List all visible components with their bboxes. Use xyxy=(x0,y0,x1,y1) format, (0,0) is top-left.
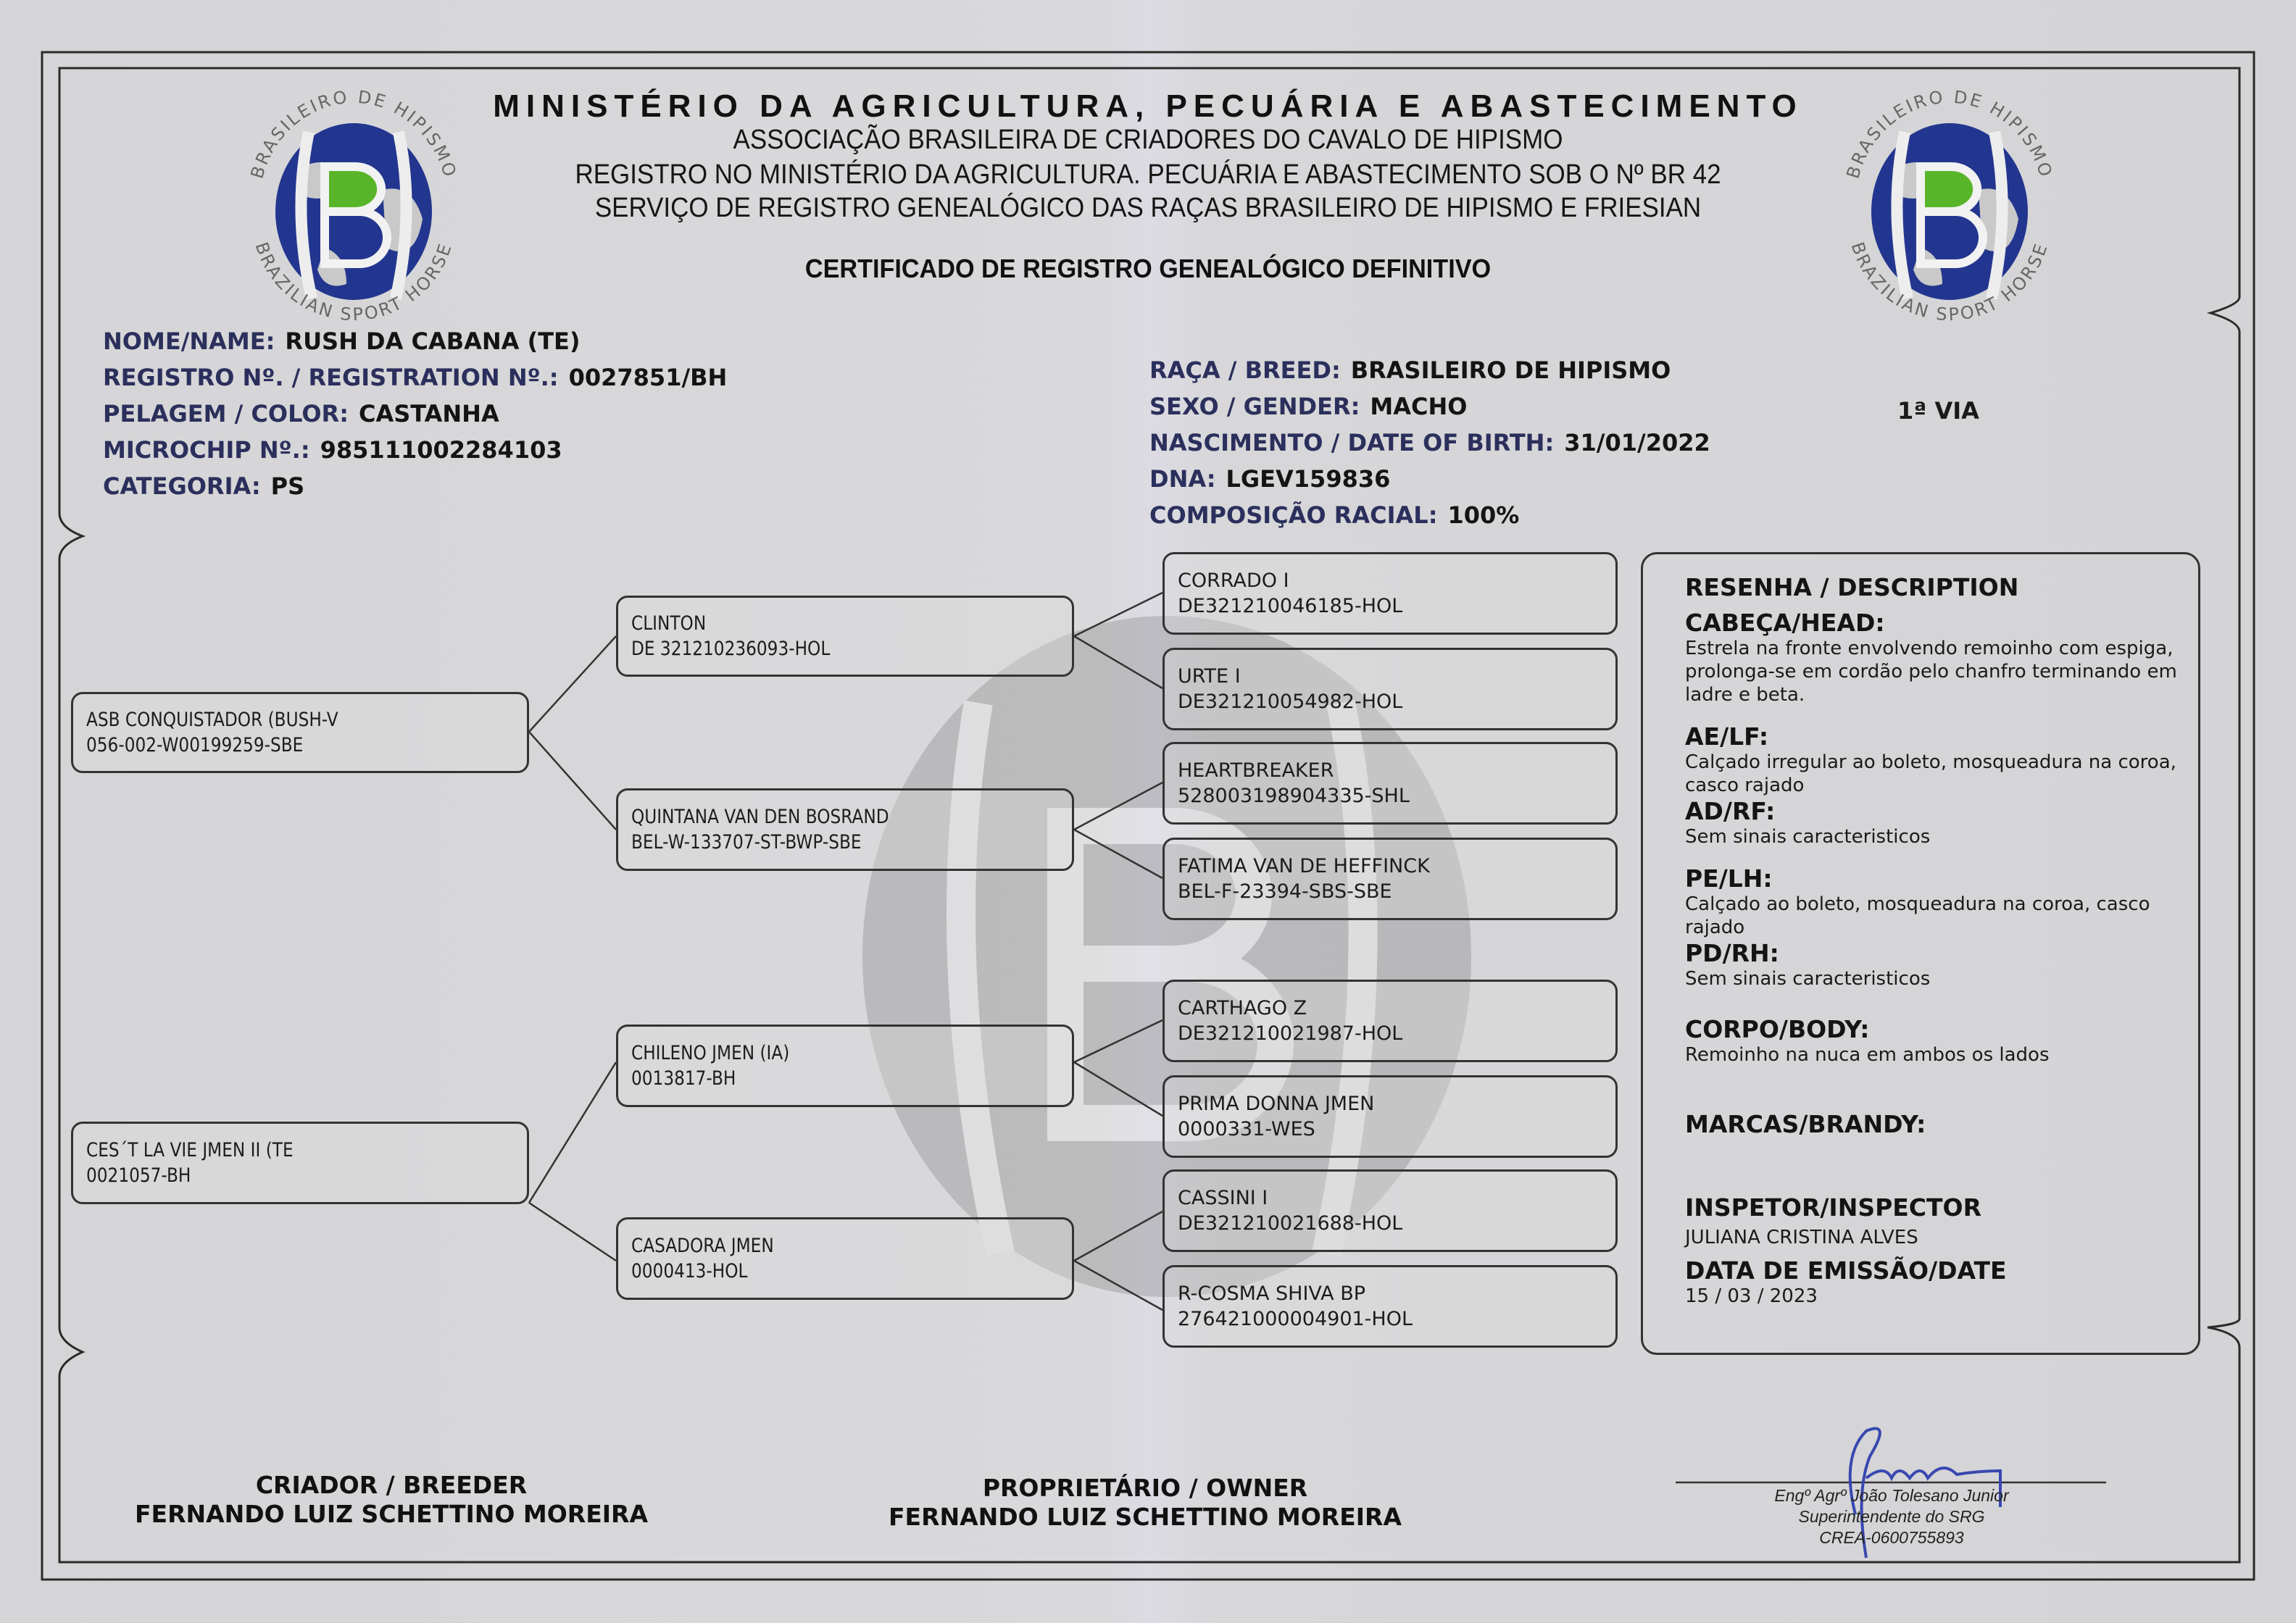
pedigree-ggp-1 xyxy=(1162,552,1618,635)
section-text: Calçado irregular ao boleto, mosqueadura na coroa, casco rajado xyxy=(1685,751,2176,796)
section-heading: MARCAS/BRANDY: xyxy=(1685,1110,1926,1138)
pedigree-name: CASSINI I xyxy=(1178,1187,1268,1209)
svg-text:BRASILEIRO DE HIPISMO: BRASILEIRO DE HIPISMO xyxy=(1842,86,2057,181)
field-value: 100% xyxy=(1447,501,1520,529)
breeder-block xyxy=(116,1471,667,1529)
pedigree-name: CORRADO I xyxy=(1178,569,1289,592)
field-label: SEXO / GENDER: xyxy=(1149,393,1360,420)
field-value: RUSH DA CABANA (TE) xyxy=(285,327,581,355)
field-name xyxy=(103,327,581,355)
section-heading: PE/LH: xyxy=(1685,864,1773,893)
breeder-label: CRIADOR / BREEDER xyxy=(255,1471,528,1499)
pedigree-reg: DE321210021987-HOL xyxy=(1178,1022,1403,1045)
owner-block xyxy=(870,1474,1421,1532)
field-value: 985111002284103 xyxy=(320,436,562,464)
pedigree-reg: 0000331-WES xyxy=(1178,1118,1315,1140)
field-value: BRASILEIRO DE HIPISMO xyxy=(1350,356,1671,384)
pedigree-reg: BEL-F-23394-SBS-SBE xyxy=(1178,880,1392,903)
pedigree-name: FATIMA VAN DE HEFFINCK xyxy=(1178,855,1430,877)
pedigree-ggp-2 xyxy=(1162,648,1618,730)
pedigree-name: ASB CONQUISTADOR (BUSH-V xyxy=(86,709,338,731)
pedigree-name: CES´T LA VIE JMEN II (TE xyxy=(86,1139,294,1161)
field-label: NOME/NAME: xyxy=(103,327,275,355)
section-heading: AD/RF: xyxy=(1685,797,1776,825)
copy-indicator: 1ª VIA xyxy=(1897,397,1979,425)
field-color xyxy=(103,400,499,427)
pedigree-reg: 528003198904335-SHL xyxy=(1178,785,1410,807)
registry-line: REGISTRO NO MINISTÉRIO DA AGRICULTURA. PECUÁRIA E ABASTECIMENTO SOB O Nº BR 42 xyxy=(575,159,1721,190)
pedigree-ggp-8 xyxy=(1162,1265,1618,1348)
pedigree-reg: DE321210021688-HOL xyxy=(1178,1212,1403,1235)
field-label: DNA: xyxy=(1149,465,1216,493)
signatory-name: Engº Agrº João Tolesano Junior xyxy=(1774,1486,2009,1505)
pedigree-ggp-7 xyxy=(1162,1169,1618,1252)
description-title: RESENHA / DESCRIPTION xyxy=(1685,573,2019,601)
field-category xyxy=(103,472,304,500)
field-label: RAÇA / BREED: xyxy=(1149,356,1341,384)
association-line: ASSOCIAÇÃO BRASILEIRA DE CRIADORES DO CAVALO DE HIPISMO xyxy=(733,125,1563,155)
field-dna xyxy=(1149,465,1390,493)
pedigree-name: URTE I xyxy=(1178,665,1241,688)
signatory-title: Superintendente do SRG xyxy=(1798,1507,1985,1526)
pedigree-name: CASADORA JMEN xyxy=(631,1235,774,1257)
inspector-label: INSPETOR/INSPECTOR xyxy=(1685,1193,1982,1222)
description-panel xyxy=(1641,552,2200,1355)
inspector-name: JULIANA CRISTINA ALVES xyxy=(1685,1227,1918,1248)
pedigree-ggp-3 xyxy=(1162,742,1618,825)
signatory-crea: CREA-0600755893 xyxy=(1819,1528,1964,1547)
pedigree-reg: 276421000004901-HOL xyxy=(1178,1308,1413,1330)
section-heading: AE/LF: xyxy=(1685,722,1769,751)
pedigree-name: R-COSMA SHIVA BP xyxy=(1178,1282,1366,1305)
pedigree-name: QUINTANA VAN DEN BOSRAND xyxy=(631,806,889,828)
pedigree-sire-dam xyxy=(616,788,1074,871)
pedigree-name: CHILENO JMEN (IA) xyxy=(631,1042,790,1064)
field-label: PELAGEM / COLOR: xyxy=(103,400,349,427)
svg-text:BRAZILIAN SPORT HORSE: BRAZILIAN SPORT HORSE xyxy=(251,239,457,325)
pedigree-dam xyxy=(71,1122,529,1204)
pedigree-reg: DE321210046185-HOL xyxy=(1178,595,1403,617)
field-microchip xyxy=(103,436,562,464)
pedigree-reg: 056-002-W00199259-SBE xyxy=(86,734,304,756)
section-text: Calçado ao boleto, mosqueadura na coroa, casco rajado xyxy=(1685,893,2150,938)
field-date-of-birth xyxy=(1149,429,1710,456)
section-text: Sem sinais caracteristicos xyxy=(1685,968,1931,990)
svg-text:BRASILEIRO DE HIPISMO: BRASILEIRO DE HIPISMO xyxy=(246,86,461,181)
certificate-title: CERTIFICADO DE REGISTRO GENEALÓGICO DEFINITIVO xyxy=(804,254,1492,283)
field-breed xyxy=(1149,356,1671,384)
pedigree-reg: DE 321210236093-HOL xyxy=(631,638,831,660)
pedigree-reg: 0000413-HOL xyxy=(631,1260,748,1282)
pedigree-reg: DE321210054982-HOL xyxy=(1178,690,1403,713)
section-text: Remoinho na nuca em ambos os lados xyxy=(1685,1044,2050,1066)
issue-date-value: 15 / 03 / 2023 xyxy=(1685,1285,1818,1307)
field-label: MICROCHIP Nº.: xyxy=(103,436,310,464)
section-heading: CABEÇA/HEAD: xyxy=(1685,609,1885,637)
owner-label: PROPRIETÁRIO / OWNER xyxy=(982,1474,1308,1502)
pedigree-reg: 0021057-BH xyxy=(86,1164,191,1187)
section-text: Estrela na fronte envolvendo remoinho com espiga, prolonga-se em cordão pelo chanfro terminando em ladre e beta. xyxy=(1685,638,2177,706)
field-label: NASCIMENTO / DATE OF BIRTH: xyxy=(1149,429,1555,456)
signatory-block xyxy=(1674,1485,2109,1548)
field-value: LGEV159836 xyxy=(1226,465,1391,493)
pedigree-ggp-4 xyxy=(1162,838,1618,920)
pedigree-name: CARTHAGO Z xyxy=(1178,997,1307,1019)
pedigree-ggp-5 xyxy=(1162,980,1618,1062)
ministry-title: MINISTÉRIO DA AGRICULTURA, PECUÁRIA E ABASTECIMENTO xyxy=(493,88,1803,124)
pedigree-name: HEARTBREAKER xyxy=(1178,759,1334,782)
pedigree-connectors xyxy=(529,593,1162,1310)
pedigree-ggp-6 xyxy=(1162,1075,1618,1158)
pedigree-dam-sire xyxy=(616,1025,1074,1107)
pedigree-name: CLINTON xyxy=(631,612,707,635)
breeder-name: FERNANDO LUIZ SCHETTINO MOREIRA xyxy=(135,1500,648,1528)
service-line: SERVIÇO DE REGISTRO GENEALÓGICO DAS RAÇAS BRASILEIRO DE HIPISMO E FRIESIAN xyxy=(594,193,1702,223)
pedigree-reg: 0013817-BH xyxy=(631,1067,736,1090)
pedigree-dam-dam xyxy=(616,1217,1074,1300)
pedigree-name: PRIMA DONNA JMEN xyxy=(1178,1093,1375,1115)
field-gender xyxy=(1149,393,1467,420)
owner-name: FERNANDO LUIZ SCHETTINO MOREIRA xyxy=(889,1503,1402,1531)
field-value: 31/01/2022 xyxy=(1564,429,1710,456)
field-value: 0027851/BH xyxy=(568,364,728,391)
field-value: PS xyxy=(270,472,305,500)
pedigree-sire-sire xyxy=(616,596,1074,677)
field-racial-composition xyxy=(1149,501,1519,529)
field-label: COMPOSIÇÃO RACIAL: xyxy=(1149,501,1438,529)
field-value: MACHO xyxy=(1370,393,1468,420)
svg-text:BRAZILIAN SPORT HORSE: BRAZILIAN SPORT HORSE xyxy=(1847,239,2052,325)
field-label: REGISTRO Nº. / REGISTRATION Nº.: xyxy=(103,364,559,391)
field-value: CASTANHA xyxy=(358,400,499,427)
section-text: Sem sinais caracteristicos xyxy=(1685,826,1931,848)
pedigree-sire xyxy=(71,692,529,773)
field-registration xyxy=(103,364,727,391)
issue-date-label: DATA DE EMISSÃO/DATE xyxy=(1685,1256,2007,1285)
pedigree-reg: BEL-W-133707-ST-BWP-SBE xyxy=(631,831,862,854)
section-heading: CORPO/BODY: xyxy=(1685,1015,1870,1043)
section-heading: PD/RH: xyxy=(1685,939,1779,967)
field-label: CATEGORIA: xyxy=(103,472,261,500)
